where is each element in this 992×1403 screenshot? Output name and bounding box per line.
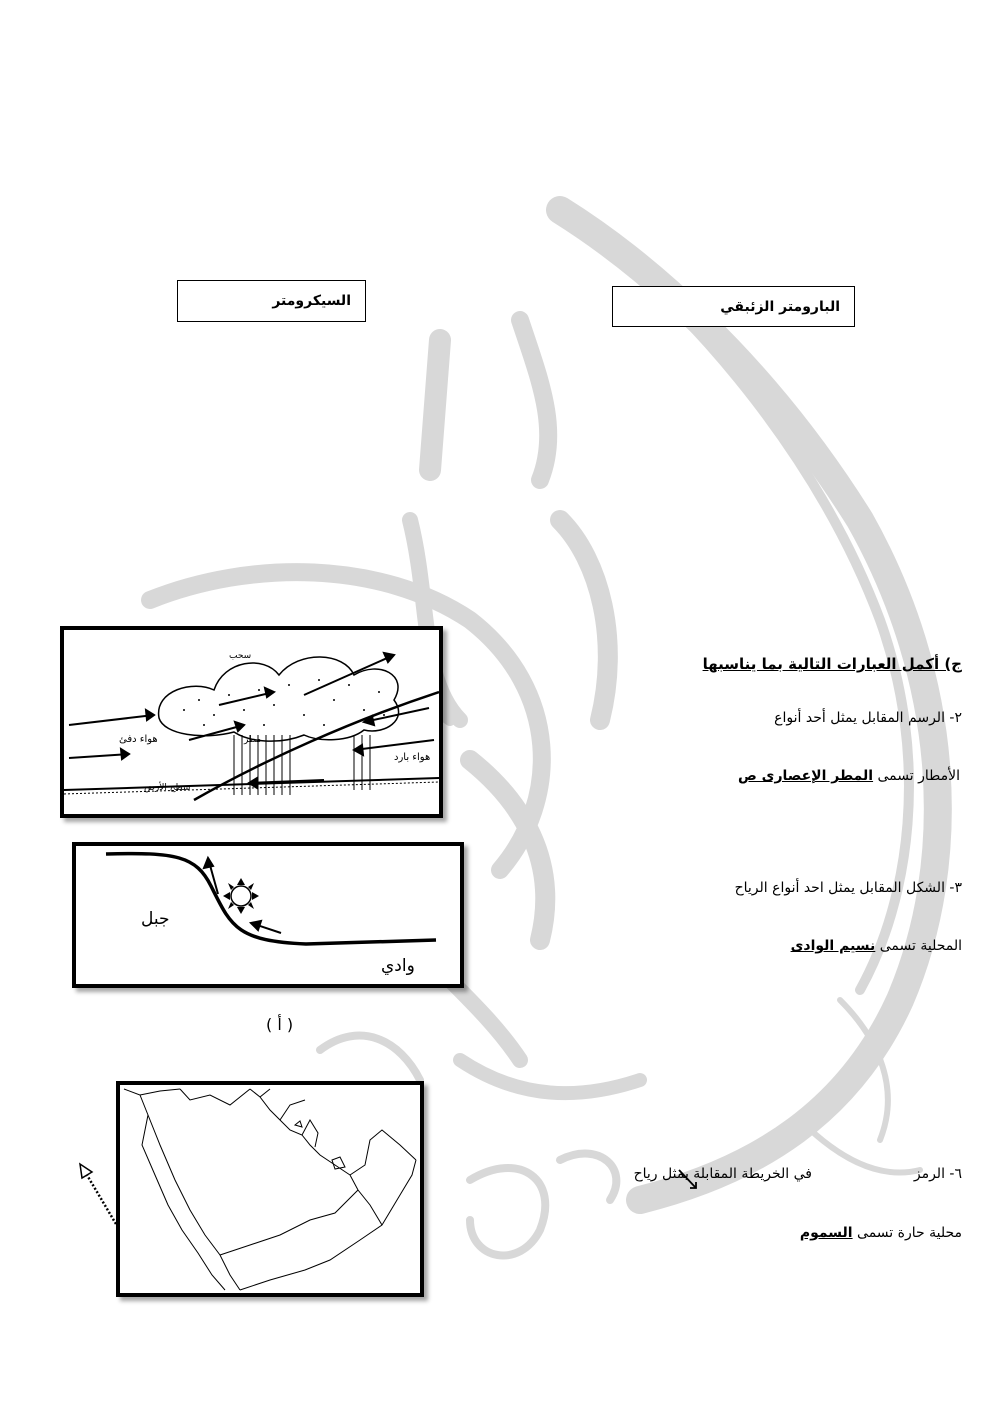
mountain-label: جبل — [141, 909, 170, 929]
q6-answer: السموم — [799, 1225, 853, 1241]
q3-answer: نسيم الوادى — [790, 938, 876, 954]
warm-air-label: هواء دفئ — [119, 734, 158, 745]
cyclonic-rain-diagram — [64, 630, 439, 814]
q3-line2-prefix: المحلية تسمى — [879, 938, 962, 954]
wind-symbol-icon — [676, 1166, 700, 1192]
cyclonic-rain-figure — [60, 626, 443, 818]
barometer-label: البارومتر الزئبقي — [720, 298, 840, 315]
q2-line1: ٢- الرسم المقابل يمثل أحد أنواع — [774, 710, 962, 726]
q6-line2-prefix: محلية حارة تسمى — [857, 1225, 962, 1241]
dotted-arrow-icon — [74, 1158, 124, 1228]
arabian-map-figure — [116, 1081, 424, 1297]
sun-icon — [223, 878, 259, 914]
psychrometer-label-box — [177, 280, 366, 322]
q2-line2 — [738, 768, 960, 784]
q6-number: ٦- الرمز — [913, 1166, 962, 1182]
ground-label: سطح الأرض — [144, 783, 191, 793]
barometer-label-box — [612, 286, 855, 327]
q6-line2 — [800, 1225, 962, 1241]
arabian-peninsula-map — [120, 1085, 420, 1293]
q2-line2-prefix: الأمطار تسمى — [877, 768, 960, 784]
valley-breeze-diagram — [76, 846, 460, 984]
q3-line1: ٣- الشكل المقابل يمثل احد أنواع الرياح — [734, 880, 962, 896]
cold-air-label: هواء بارد — [394, 752, 431, 763]
q3-line2 — [791, 938, 962, 954]
section-heading: ج) أكمل العبارات التالية بما يناسبها — [702, 655, 962, 673]
q2-answer: المطر الإعصارى ص — [737, 768, 874, 784]
rain-label: مطر — [244, 735, 262, 745]
clouds-label: سحب — [229, 651, 252, 661]
valley-breeze-figure — [72, 842, 464, 988]
psychrometer-label: السيكرومتر — [272, 293, 351, 309]
figure-caption: ( أ ) — [266, 1015, 294, 1034]
q6-rest: في الخريطة المقابلة يمثل رياح — [633, 1166, 812, 1182]
valley-label: وادي — [381, 956, 415, 976]
